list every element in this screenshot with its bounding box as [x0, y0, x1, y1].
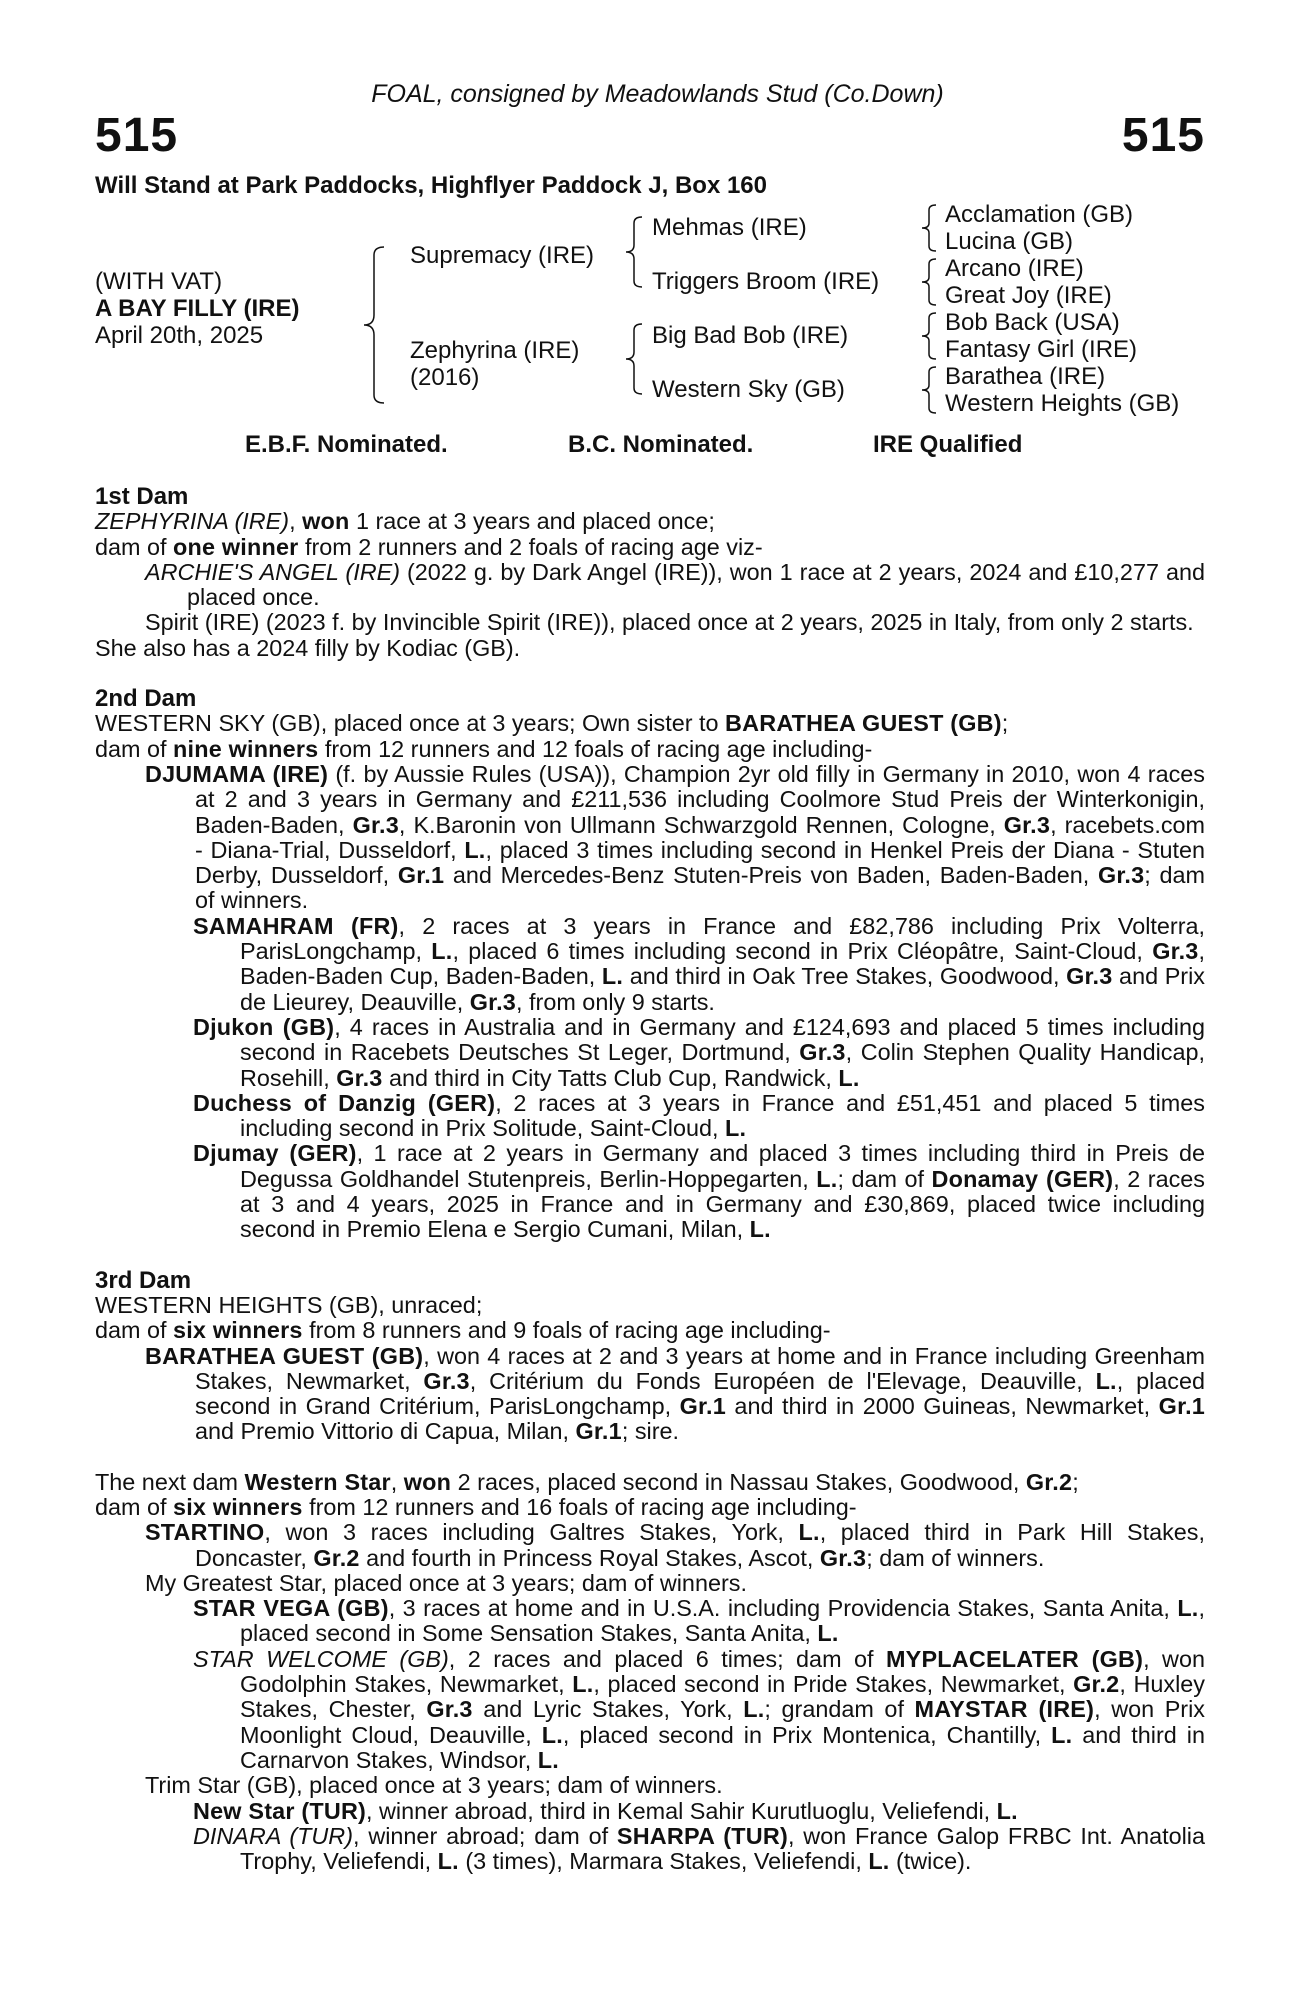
pedigree-body: [95, 484, 1205, 1874]
produce-djumay: Djumay (GER), 1 race at 2 years in Germany and placed 3 times including third in Preis de Degussa Goldhandel Stutenpreis, Berlin-Hoppegarten, L.; dam of Donamay (GER), 2 races at 3 and 4 years, 2025 in France and in Germany and £30,869, placed twice including second in Premio Elena e Sergio Cumani, Milan, L.: [193, 1140, 1205, 1243]
produce-my-greatest-star: My Greatest Star, placed once at 3 years; dam of winners.: [145, 1569, 747, 1596]
brace-sire: [622, 215, 647, 290]
bc-nomination: B.C. Nominated.: [568, 431, 754, 458]
sire: Supremacy (IRE): [410, 242, 595, 269]
produce-archies-angel: ARCHIE'S ANGEL (IRE) (2022 g. by Dark Angel (IRE)), won 1 race at 2 years, 2024 and £10,277 and placed once.: [145, 558, 1205, 611]
produce-barathea-guest: BARATHEA GUEST (GB), won 4 races at 2 and 3 years at home and in France including Greenham Stakes, Newmarket, Gr.3, Critérium du Fonds Européen de l'Elevage, Deauville, L., placed second in Grand Critérium, ParisLongchamp, Gr.1 and third in 2000 Guineas, Newmarket, Gr.1 and Premio Vittorio di Capua, Milan, Gr.1; sire.: [145, 1342, 1205, 1445]
produce-djukon: Djukon (GB), 4 races in Australia and in Germany and £124,693 and placed 5 times including second in Racebets Deutsches St Leger, Dortmund, Gr.3, Colin Stephen Quality Handicap, Rosehill, Gr.3 and third in City Tatts Club Cup, Randwick, L.: [193, 1013, 1205, 1091]
foaling-date: April 20th, 2025: [95, 322, 264, 349]
produce-djumama: DJUMAMA (IRE) (f. by Aussie Rules (USA)), Champion 2yr old filly in Germany in 2010, won 4 races at 2 and 3 years in Germany and £211,536 including Coolmore Stud Preis der Winterkonigin, Baden-Baden, Gr.3, K.Baronin von Ullmann Schwarzgold Rennen, Cologne, Gr.3, racebets.com - Diana-Trial, Dusseldorf, L., placed 3 times including second in Henkel Preis der Diana - Stuten Derby, Dusseldorf, Gr.1 and Mercedes-Benz Stuten-Preis von Baden, Baden-Baden, Gr.3; dam of winners.: [145, 760, 1206, 914]
brace-dam: [622, 322, 647, 397]
second-dam-line: WESTERN SKY (GB), placed once at 3 years; Own sister to BARATHEA GUEST (GB);: [95, 710, 1009, 737]
lot-number-left: 515: [95, 109, 179, 162]
produce-duchess-of-danzig: Duchess of Danzig (GER), 2 races at 3 years in France and £51,451 and placed 5 times including second in Prix Solitude, Saint-Cloud, L.: [193, 1089, 1205, 1142]
second-dam-heading: 2nd Dam: [95, 685, 197, 713]
next-dam-line: The next dam Western Star, won 2 races, placed second in Nassau Stakes, Goodwood, Gr.2;: [95, 1468, 1079, 1495]
dam-sire: Big Bad Bob (IRE): [652, 322, 849, 349]
next-dam-produce: dam of six winners from 12 runners and 16 foals of racing age including-: [95, 1493, 857, 1520]
brace-gen3-2: [918, 257, 940, 307]
gen3-ddd: Western Heights (GB): [945, 390, 1180, 417]
sire-dam: Triggers Broom (IRE): [652, 268, 880, 295]
stand-location: Will Stand at Park Paddocks, Highflyer Paddock J, Box 160: [95, 172, 767, 199]
gen3-ssd: Lucina (GB): [945, 228, 1074, 255]
gen3-sss: Acclamation (GB): [945, 201, 1134, 228]
first-dam-produce: dam of one winner from 2 runners and 2 foals of racing age viz-: [95, 533, 763, 560]
produce-star-vega: STAR VEGA (GB), 3 races at home and in U.S.A. including Providencia Stakes, Santa Anita, L., placed second in Some Sensation Stakes, Santa Anita, L.: [193, 1595, 1205, 1647]
brace-gen3-3: [918, 311, 940, 361]
third-dam-heading: 3rd Dam: [95, 1266, 192, 1294]
gen3-sdd: Great Joy (IRE): [945, 282, 1112, 309]
first-dam-line: ZEPHYRINA (IRE), won 1 race at 3 years and placed once;: [95, 508, 715, 535]
ire-qualified: IRE Qualified: [873, 431, 1023, 458]
gen3-dss: Bob Back (USA): [945, 309, 1120, 336]
lot-name: A BAY FILLY (IRE): [95, 295, 300, 322]
first-dam-note: She also has a 2024 filly by Kodiac (GB).: [95, 634, 521, 661]
produce-star-welcome: STAR WELCOME (GB), 2 races and placed 6 times; dam of MYPLACELATER (GB), won Godolphin Stakes, Newmarket, L., placed second in Pride Stakes, Newmarket, Gr.2, Huxley Stakes, Chester, Gr.3 and Lyric Stakes, York, L.; grandam of MAYSTAR (IRE), won Prix Moonlight Cloud, Deauville, L., placed second in Prix Montenica, Chantilly, L. and third in Carnarvon Stakes, Windsor, L.: [193, 1645, 1206, 1773]
gen3-sds: Arcano (IRE): [945, 255, 1084, 282]
dam-year: (2016): [410, 364, 480, 391]
gen3-dds: Barathea (IRE): [945, 363, 1106, 390]
sire-sire: Mehmas (IRE): [652, 214, 807, 241]
produce-dinara: DINARA (TUR), winner abroad; dam of SHARPA (TUR), won France Galop FRBC Int. Anatolia Trophy, Veliefendi, L. (3 times), Marmara Stakes, Veliefendi, L. (twice).: [193, 1822, 1205, 1875]
second-dam-produce: dam of nine winners from 12 runners and 12 foals of racing age including-: [95, 735, 873, 762]
vat-note: (WITH VAT): [95, 268, 223, 295]
consignor-line: FOAL, consigned by Meadowlands Stud (Co.Down): [371, 80, 944, 108]
third-dam-produce: dam of six winners from 8 runners and 9 foals of racing age including-: [95, 1317, 831, 1344]
produce-new-star: New Star (TUR), winner abroad, third in Kemal Sahir Kurutluoglu, Veliefendi, L.: [193, 1797, 1018, 1824]
produce-samahram: SAMAHRAM (FR), 2 races at 3 years in France and £82,786 including Prix Volterra, ParisLongchamp, L., placed 6 times including second in Prix Cléopâtre, Saint-Cloud, Gr.3, Baden-Baden Cup, Baden-Baden, L. and third in Oak Tree Stakes, Goodwood, Gr.3 and Prix de Lieurey, Deauville, Gr.3, from only 9 starts.: [193, 912, 1206, 1015]
gen3-dsd: Fantasy Girl (IRE): [945, 336, 1138, 363]
dam: Zephyrina (IRE): [410, 337, 580, 364]
ebf-nomination: E.B.F. Nominated.: [245, 431, 448, 458]
brace-gen1: [358, 245, 388, 405]
lot-number-right: 515: [1121, 109, 1205, 162]
third-dam-line: WESTERN HEIGHTS (GB), unraced;: [95, 1291, 483, 1318]
brace-gen3-4: [918, 365, 940, 415]
produce-trim-star: Trim Star (GB), placed once at 3 years; dam of winners.: [145, 1772, 723, 1799]
produce-spirit: Spirit (IRE) (2023 f. by Invincible Spirit (IRE)), placed once at 2 years, 2025 in Italy, from only 2 starts.: [145, 609, 1194, 636]
dam-dam: Western Sky (GB): [652, 376, 845, 403]
produce-startino: STARTINO, won 3 races including Galtres Stakes, York, L., placed third in Park Hill Stakes, Doncaster, Gr.2 and fourth in Princess Royal Stakes, Ascot, Gr.3; dam of winners.: [145, 1519, 1205, 1571]
brace-gen3-1: [918, 203, 940, 253]
first-dam-heading: 1st Dam: [95, 483, 189, 510]
